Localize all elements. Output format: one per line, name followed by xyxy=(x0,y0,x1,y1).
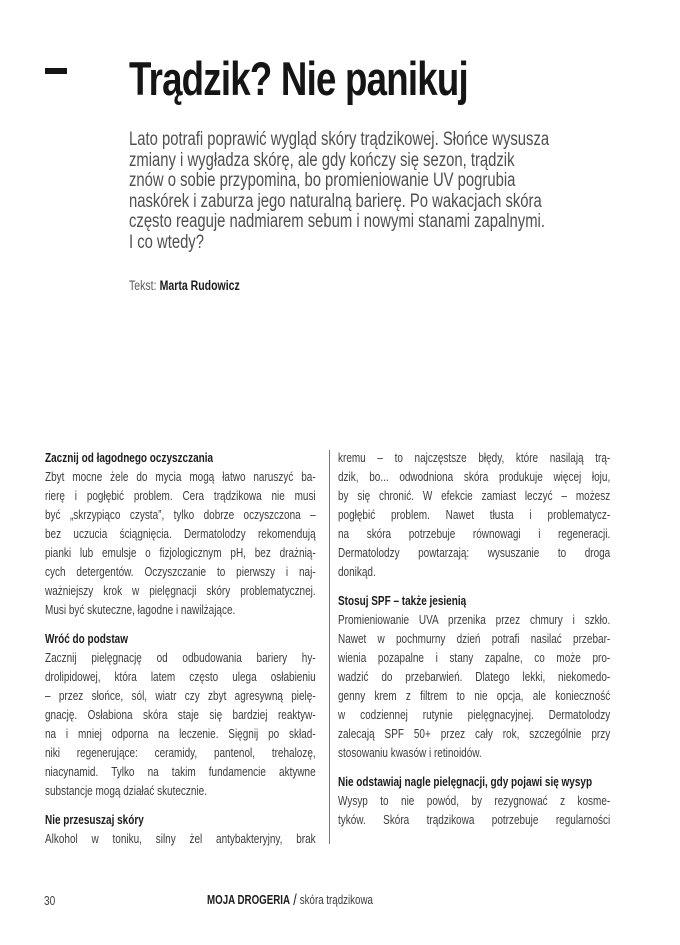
body-line: Dermatolodzy powtarzają: wysuszanie to droga xyxy=(338,545,611,560)
body-line: tyków. Skóra trądzikowa potrzebuje regularności xyxy=(338,812,611,827)
byline xyxy=(129,278,240,293)
body-line: bez uczucia ściągnięcia. Dermatolodzy rekomendują xyxy=(45,526,316,541)
body-line: genny krem z filtrem to nie opcja, ale konieczność xyxy=(338,688,611,703)
body-line: cych detergentów. Oczyszczanie to pierwszy i naj- xyxy=(45,564,316,579)
footer-page-number: 30 xyxy=(44,893,56,908)
body-line: Wysyp to nie powód, by rezygnować z kosme- xyxy=(338,793,611,808)
intro-line: często reaguje nadmiarem sebum i nowymi stanami zapalnymi. xyxy=(129,211,545,232)
body-line: donikąd. xyxy=(338,564,376,579)
body-line: Zbyt mocne żele do mycia mogą łatwo naruszyć ba- xyxy=(45,469,316,484)
byline-label: Tekst: xyxy=(129,278,157,293)
body-line: pogłębić problem. Nawet tłusta i problematycz- xyxy=(338,507,611,522)
body-line: wienia pozapalne i stany zapalne, co może pro- xyxy=(338,650,611,665)
body-line: substancje mogą działać skutecznie. xyxy=(45,783,208,798)
text-block xyxy=(338,591,610,762)
column-left xyxy=(45,448,316,858)
body-line: stosowaniu kwasów i retinoidów. xyxy=(338,745,482,760)
body-line: Alkohol w toniku, silny żel antybakteryjny, brak xyxy=(45,831,316,846)
text-block xyxy=(45,810,316,848)
text-block xyxy=(45,448,316,619)
intro-line: I co wtedy? xyxy=(129,231,204,253)
intro-paragraph xyxy=(129,130,597,253)
intro-line: znów o sobie przypomina, bo promieniowanie UV pogrubia xyxy=(129,170,516,191)
body-line: zalecają SPF 50+ przez cały rok, szczególnie przy xyxy=(338,726,611,741)
body-line: być „skrzypiąco czysta”, tylko dobrze oczyszczona – xyxy=(45,507,316,522)
column-divider xyxy=(329,450,330,844)
body-line: w codziennej rutynie pielęgnacyjnej. Dermatolodzy xyxy=(338,707,611,722)
body-line: kremu – to najczęstsze błędy, które nasilają trą- xyxy=(338,450,611,465)
body-line: by się chronić. W efekcie zamiast leczyć – możesz xyxy=(338,488,611,503)
body-line: dzik, bo... odwodniona skóra produkuje więcej łoju, xyxy=(338,469,611,484)
body-line: na i mniej odporna na leczenie. Sięgnij po skład- xyxy=(45,726,316,741)
byline-author: Marta Rudowicz xyxy=(159,278,240,293)
body-line: – przez słońce, sól, wiatr czy zbyt agresywną pielę- xyxy=(45,688,316,703)
body-line: gnację. Osłabiona skóra staje się bardziej reaktyw- xyxy=(45,707,316,722)
body-line: wadzić do przebarwień. Dlatego lekki, niekomedo- xyxy=(338,669,611,684)
title-dash-mark xyxy=(45,68,67,74)
intro-line: naskórek i zaburza jego naturalną barierę. Po wakacjach skóra xyxy=(129,190,542,212)
body-line: Promieniowanie UVA przenika przez chmury i szkło. xyxy=(338,612,611,627)
footer-brand xyxy=(207,892,373,910)
body-line: na skóra potrzebuje równowagi i regeneracji. xyxy=(338,526,611,541)
body-line: niki regenerujące: ceramidy, pantenol, trehalozę, xyxy=(45,745,316,760)
body-line: pianki lub emulsje o fizjologicznym pH, bez drażnią- xyxy=(45,545,316,560)
section-heading: Zacznij od łagodnego oczyszczania xyxy=(45,450,214,465)
body-line: rierę i pogłębić problem. Cera trądzikowa nie musi xyxy=(45,488,316,503)
text-block xyxy=(338,772,610,829)
text-block xyxy=(45,629,316,800)
body-line: niacynamid. Tylko na takim fundamencie aktywne xyxy=(45,764,316,779)
body-line: Zacznij pielęgnację od odbudowania bariery hy- xyxy=(45,650,316,665)
intro-line: Lato potrafi poprawić wygląd skóry trądzikowej. Słońce wysusza xyxy=(129,129,550,150)
body-line: drolipidowej, która latem często ulega osłabieniu xyxy=(45,669,316,684)
body-line: Musi być skuteczne, łagodne i nawilżające. xyxy=(45,602,236,617)
footer-slash-separator: / xyxy=(293,892,297,909)
section-heading: Wróć do podstaw xyxy=(45,631,128,646)
body-line: Nawet w pochmurny dzień potrafi nasilać przebar- xyxy=(338,631,611,646)
footer-section-name: skóra trądzikowa xyxy=(299,893,373,907)
intro-line: zmiany i wygładza skórę, ale gdy kończy się sezon, trądzik xyxy=(129,149,515,171)
section-heading: Nie odstawiaj nagle pielęgnacji, gdy pojawi się wysyp xyxy=(338,774,593,789)
footer-brand-name: MOJA DROGERIA xyxy=(207,893,291,907)
text-block xyxy=(338,448,610,581)
section-heading: Nie przesuszaj skóry xyxy=(45,812,144,827)
body-line: ważniejszy krok w pielęgnacji skóry problematycznej. xyxy=(45,583,316,598)
page-title: Trądzik? Nie panikuj xyxy=(129,52,468,105)
section-heading: Stosuj SPF – także jesienią xyxy=(338,593,467,608)
column-right xyxy=(338,448,610,839)
